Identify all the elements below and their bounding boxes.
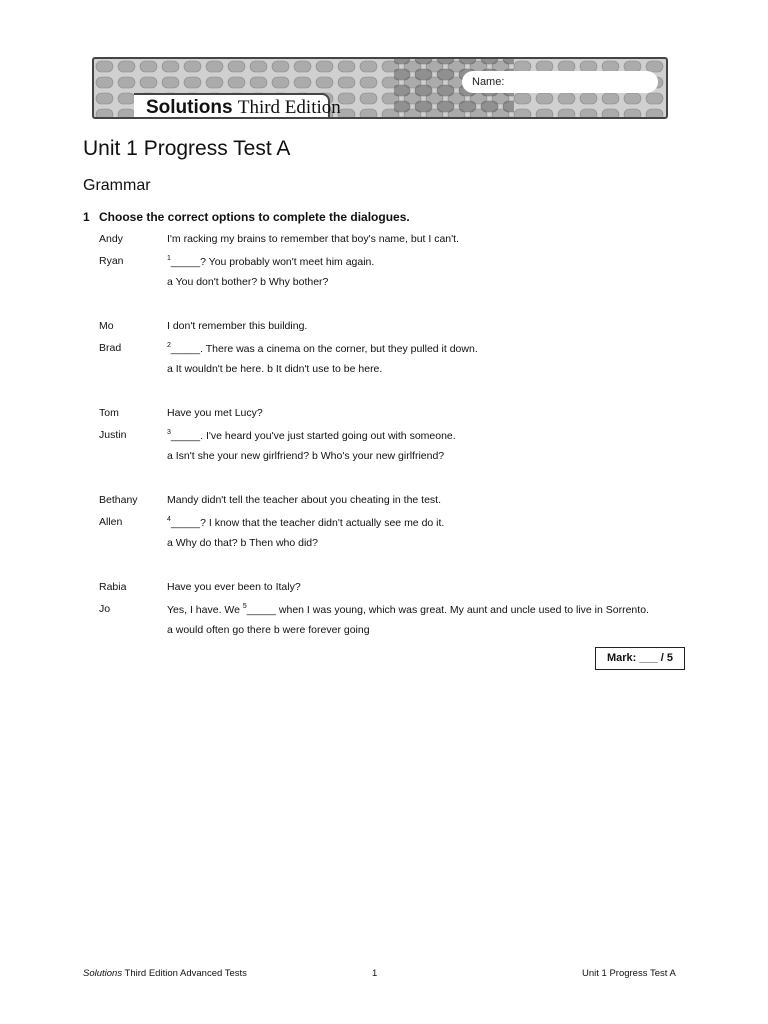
dialogue-speaker: Bethany bbox=[99, 494, 138, 506]
dialogue-gap-line: $^1$_____? You probably won't meet him again. bbox=[167, 255, 375, 268]
answer-options[interactable]: a Why do that? b Then who did? bbox=[167, 537, 318, 549]
gap-number: 4 bbox=[167, 516, 171, 523]
mark-box: Mark: ___ / 5 bbox=[595, 647, 685, 670]
gap-number: 2 bbox=[167, 342, 171, 349]
dialogue-speaker: Allen bbox=[99, 516, 123, 528]
gap-number: 1 bbox=[167, 255, 171, 262]
dialogue-speaker: Jo bbox=[99, 603, 111, 615]
dialogue-gap-line: $^4$_____? I know that the teacher didn't actually see me do it. bbox=[167, 516, 445, 529]
dialogue-speaker: Andy bbox=[99, 233, 123, 245]
brand-box bbox=[134, 93, 341, 119]
gap-number: 5 bbox=[242, 603, 247, 610]
dialogue-gap-line: $^3$_____. I've heard you've just started going out with someone. bbox=[167, 429, 456, 442]
dialogue-speaker: Brad bbox=[99, 342, 122, 354]
dialogue-speaker: Rabia bbox=[99, 581, 127, 593]
footer-left: Solutions Third Edition Advanced Tests bbox=[83, 968, 247, 979]
footer-right: Unit 1 Progress Test A bbox=[582, 968, 676, 979]
exercise-instruction bbox=[83, 210, 410, 224]
dialogue-gap-line: Yes, I have. We $^5$_____ when I was young, which was great. My aunt and uncle used to live in Sorrento. bbox=[167, 603, 649, 616]
dialogue-line: I don't remember this building. bbox=[167, 320, 308, 332]
brand-light: Third Edition bbox=[237, 97, 341, 118]
answer-options[interactable]: a Isn't she your new girlfriend? b Who's your new girlfriend? bbox=[167, 450, 445, 462]
section-title: Grammar bbox=[83, 177, 151, 194]
page-title: Unit 1 Progress Test A bbox=[83, 137, 291, 160]
dialogue-speaker: Justin bbox=[99, 429, 127, 441]
brand-logo bbox=[146, 97, 341, 119]
answer-options[interactable]: a It wouldn't be here. b It didn't use to be here. bbox=[167, 363, 383, 375]
dialogue-gap-line: $^2$_____. There was a cinema on the corner, but they pulled it down. bbox=[167, 342, 478, 355]
name-field[interactable] bbox=[462, 71, 658, 93]
answer-options[interactable]: a would often go there b were forever going bbox=[167, 624, 370, 636]
brand-bold: Solutions bbox=[146, 97, 233, 118]
dialogue-line: Have you ever been to Italy? bbox=[167, 581, 301, 593]
exercise-number: 1 bbox=[83, 210, 90, 224]
header-banner bbox=[92, 57, 668, 119]
dialogue-line: I'm racking my brains to remember that boy's name, but I can't. bbox=[167, 233, 459, 245]
name-label: Name: bbox=[472, 76, 505, 88]
dialogue-speaker: Ryan bbox=[99, 255, 124, 267]
exercise-instruction-text: Choose the correct options to complete the dialogues. bbox=[99, 210, 410, 224]
page-number: 1 bbox=[372, 968, 378, 979]
dialogue-speaker: Tom bbox=[99, 407, 119, 419]
gap-number: 3 bbox=[167, 429, 171, 436]
answer-options[interactable]: a You don't bother? b Why bother? bbox=[167, 276, 329, 288]
dialogue-line: Mandy didn't tell the teacher about you cheating in the test. bbox=[167, 494, 442, 506]
dialogue-speaker: Mo bbox=[99, 320, 114, 332]
dialogue-line: Have you met Lucy? bbox=[167, 407, 263, 419]
